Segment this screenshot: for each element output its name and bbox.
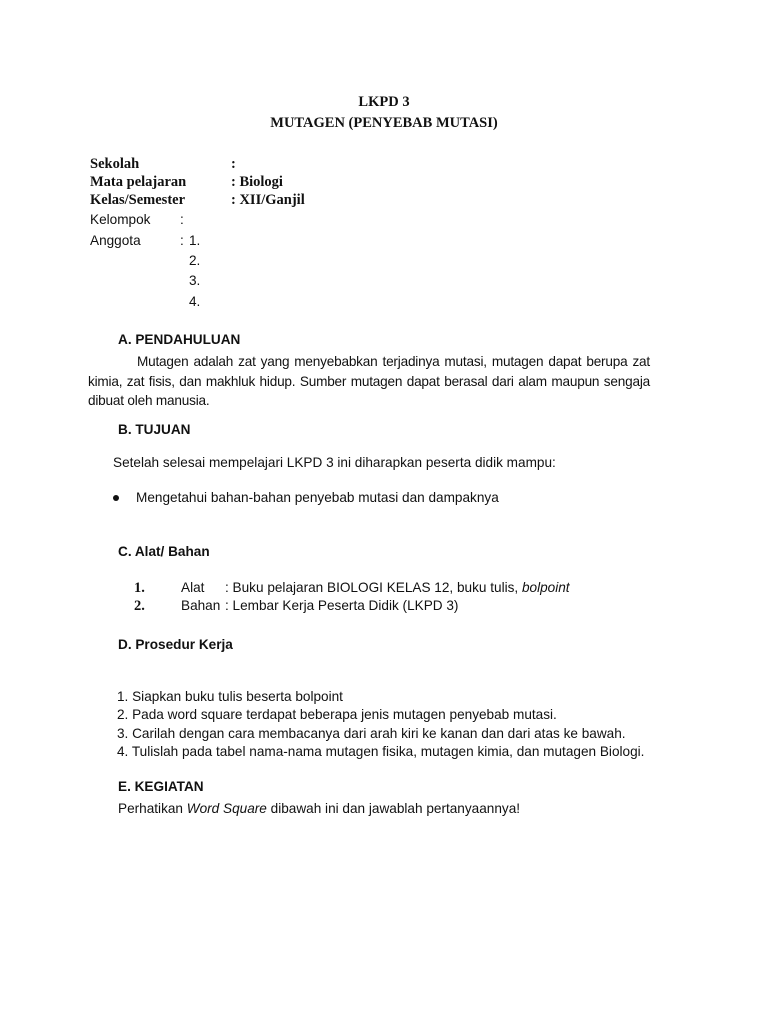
section-e-text-before: Perhatikan	[118, 801, 187, 816]
member-1: 1.	[189, 233, 201, 248]
school-value: :	[231, 156, 236, 172]
subject-value: : Biologi	[231, 174, 283, 190]
tool-item-text: : Buku pelajaran BIOLOGI KELAS 12, buku tulis,	[225, 580, 522, 595]
class-label: Kelas/Semester	[90, 192, 186, 208]
tool-item-label: Alat	[181, 580, 205, 595]
document-subtitle: MUTAGEN (PENYEBAB MUTASI)	[270, 115, 498, 131]
material-item-num: 2.	[134, 598, 145, 614]
section-b-intro: Setelah selesai mempelajari LKPD 3 ini diharapkan peserta didik mampu:	[113, 455, 556, 470]
document-title: LKPD 3	[358, 94, 410, 110]
procedure-step-4: 4. Tulislah pada tabel nama-nama mutagen fisika, mutagen kimia, dan mutagen Biologi.	[117, 744, 645, 759]
section-a-paragraph	[88, 352, 650, 411]
subject-label: Mata pelajaran	[90, 174, 187, 190]
tool-item-value	[225, 580, 570, 595]
section-b-bullet: Mengetahui bahan-bahan penyebab mutasi dan dampaknya	[136, 490, 499, 505]
section-b-heading: B. TUJUAN	[118, 422, 191, 437]
members-label: Anggota	[90, 233, 141, 248]
section-e-text	[118, 801, 520, 816]
member-4: 4.	[189, 294, 201, 309]
group-label: Kelompok	[90, 212, 151, 227]
section-a-text: Mutagen adalah zat yang menyebabkan terjadinya mutasi, mutagen dapat berupa zat kimia, zat fisis, dan makhluk hidup. Sumber mutagen dapat berasal dari alam maupun sengaja dibuat oleh manusia.	[88, 354, 650, 409]
section-e-text-italic: Word Square	[186, 801, 267, 816]
material-item-label: Bahan	[181, 598, 221, 613]
member-2: 2.	[189, 253, 201, 268]
procedure-step-3: 3. Carilah dengan cara membacanya dari arah kiri ke kanan dan dari atas ke bawah.	[117, 726, 626, 741]
bullet-icon	[113, 495, 119, 501]
section-a-heading: A. PENDAHULUAN	[118, 332, 241, 347]
procedure-step-1: 1. Siapkan buku tulis beserta bolpoint	[117, 689, 343, 704]
procedure-step-2: 2. Pada word square terdapat beberapa jenis mutagen penyebab mutasi.	[117, 707, 557, 722]
tool-item-num: 1.	[134, 580, 145, 596]
section-d-heading: D. Prosedur Kerja	[118, 637, 233, 652]
school-label: Sekolah	[90, 156, 140, 172]
group-value: :	[180, 212, 184, 227]
members-colon: :	[180, 233, 184, 248]
section-e-heading: E. KEGIATAN	[118, 779, 204, 794]
class-value: : XII/Ganjil	[231, 192, 305, 208]
member-3: 3.	[189, 273, 201, 288]
material-item-value: : Lembar Kerja Peserta Didik (LKPD 3)	[225, 598, 459, 613]
section-e-text-after: dibawah ini dan jawablah pertanyaannya!	[266, 801, 521, 816]
tool-item-italic: bolpoint	[521, 580, 570, 595]
section-c-heading: C. Alat/ Bahan	[118, 544, 210, 559]
